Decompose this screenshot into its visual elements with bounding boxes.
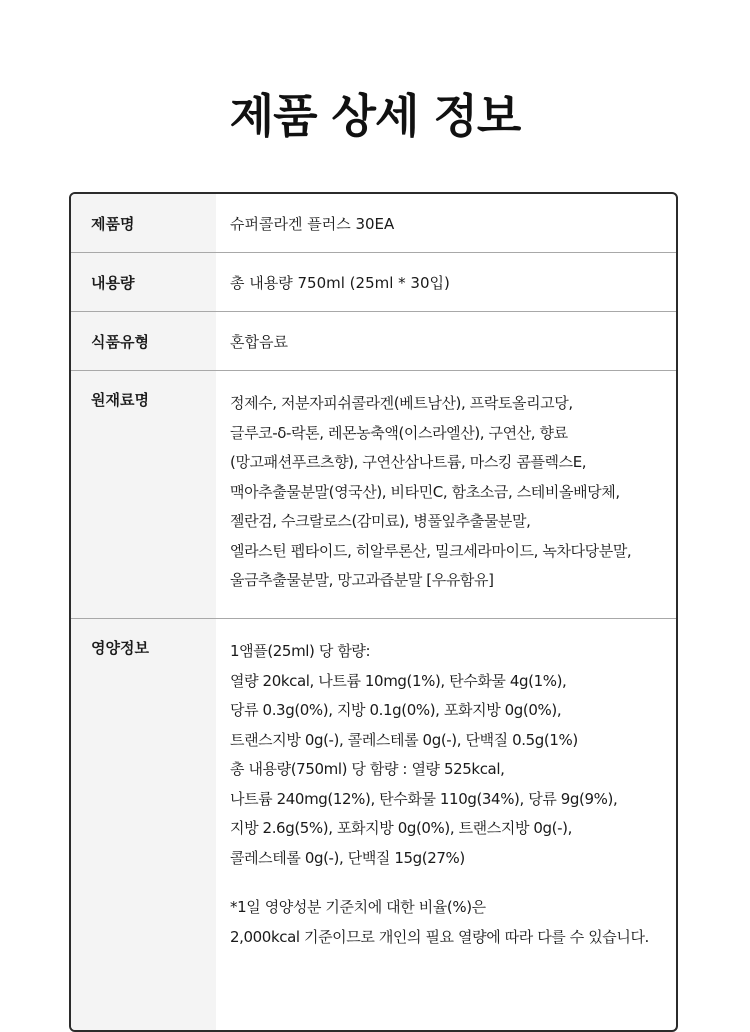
row-value: 슈퍼콜라겐 플러스 30EA xyxy=(230,215,395,233)
nutrition-line: 1앰플(25ml) 당 함량: xyxy=(230,642,371,660)
ingredients-line: 글루코-δ-락톤, 레몬농축액(이스라엘산), 구연산, 향료 xyxy=(230,423,568,442)
ingredients-line: (망고패션푸르츠향), 구연산삼나트륨, 마스킹 콤플렉스E, xyxy=(230,453,587,471)
nutrition-line: 당류 0.3g(0%), 지방 0.1g(0%), 포화지방 0g(0%), xyxy=(230,701,562,719)
nutrition-line: 나트륨 240mg(12%), 탄수화물 110g(34%), 당류 9g(9%), xyxy=(230,789,618,808)
nutrition-spacer xyxy=(230,873,649,893)
row-label: 영양정보 xyxy=(71,619,216,1032)
table-row-ingredients xyxy=(71,371,676,619)
table-row-food-type xyxy=(71,312,676,371)
row-label: 원재료명 xyxy=(71,371,216,618)
nutrition-line: 열량 20kcal, 나트륨 10mg(1%), 탄수화물 4g(1%), xyxy=(230,671,567,690)
nutrition-line: 콜레스테롤 0g(-), 단백질 15g(27%) xyxy=(230,848,465,867)
nutrition-note: 2,000kcal 기준이므로 개인의 필요 열량에 따라 다를 수 있습니다. xyxy=(230,927,649,946)
row-label: 제품명 xyxy=(71,194,216,252)
nutrition-line: 트랜스지방 0g(-), 콜레스테롤 0g(-), 단백질 0.5g(1%) xyxy=(230,730,578,749)
row-label: 내용량 xyxy=(71,253,216,311)
nutrition-line: 총 내용량(750ml) 당 함량 : 열량 525kcal, xyxy=(230,760,505,778)
table-row-product-name xyxy=(71,194,676,253)
ingredients-line: 울금추출물분말, 망고과즙분말 [우유함유] xyxy=(230,571,494,589)
row-value xyxy=(216,619,676,1032)
nutrition-note: *1일 영양성분 기준치에 대한 비율(%)은 xyxy=(230,898,486,916)
row-value: 총 내용량 750ml (25ml * 30입) xyxy=(230,274,450,292)
nutrition-list xyxy=(230,637,649,952)
row-value xyxy=(216,371,676,618)
table-row-nutrition xyxy=(71,619,676,1032)
table-row-volume xyxy=(71,253,676,312)
page-title: 제품 상세 정보 xyxy=(229,89,521,143)
nutrition-line: 지방 2.6g(5%), 포화지방 0g(0%), 트랜스지방 0g(-), xyxy=(230,819,572,837)
ingredients-line: 엘라스틴 펩타이드, 히알루론산, 밀크세라마이드, 녹차다당분말, xyxy=(230,541,632,560)
row-label: 식품유형 xyxy=(71,312,216,370)
product-info-table xyxy=(69,192,678,1032)
ingredients-line: 정제수, 저분자피쉬콜라겐(베트남산), 프락토올리고당, xyxy=(230,394,573,412)
ingredients-line: 젤란검, 수크랄로스(감미료), 병풀잎추출물분말, xyxy=(230,512,531,530)
row-value: 혼합음료 xyxy=(230,333,288,351)
ingredients-list xyxy=(230,389,631,596)
ingredients-line: 맥아추출물분말(영국산), 비타민C, 함초소금, 스테비올배당체, xyxy=(230,482,620,501)
